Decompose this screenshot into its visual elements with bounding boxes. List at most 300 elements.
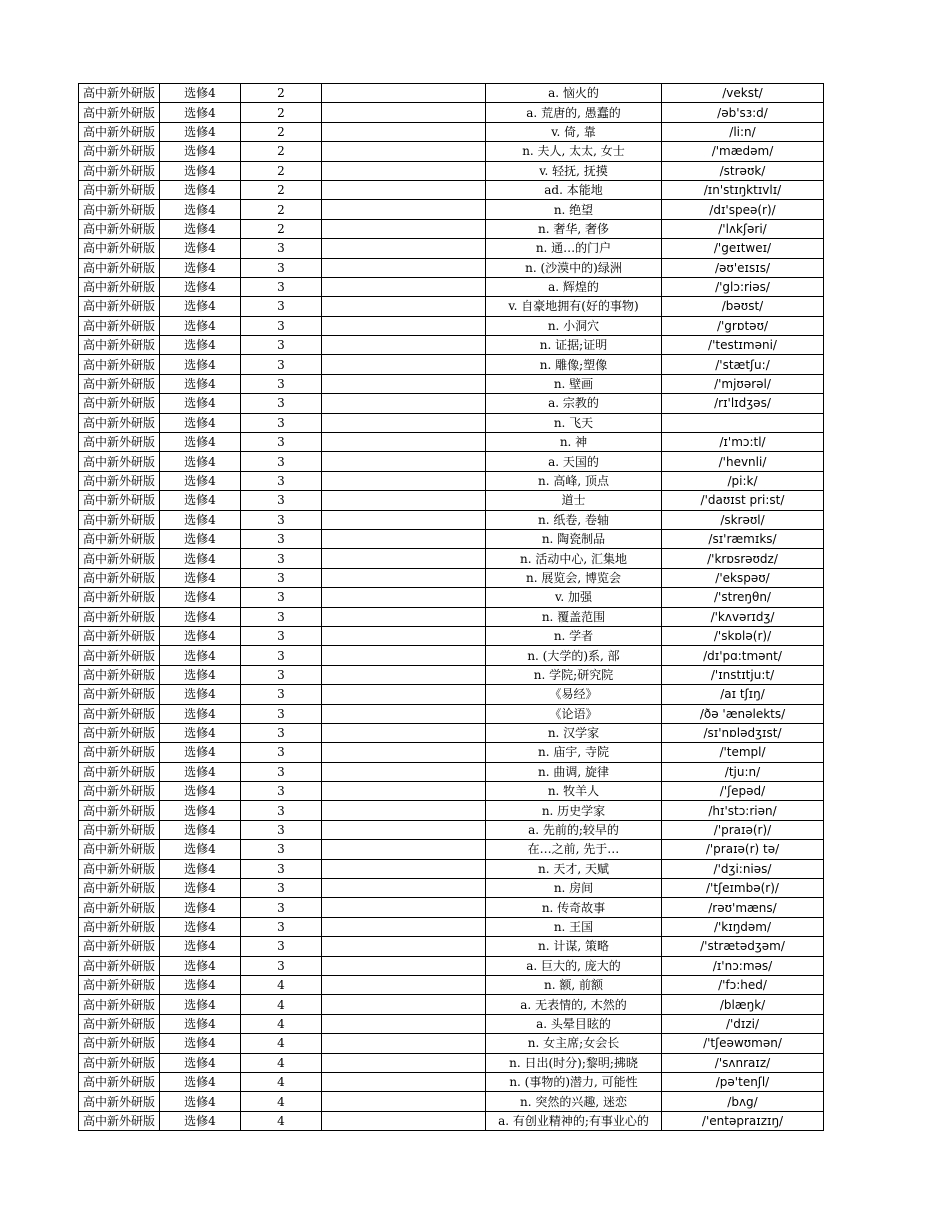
cell-word[interactable] bbox=[322, 103, 486, 122]
cell-meaning[interactable]: n. 绝望 bbox=[486, 200, 662, 219]
cell-textbook[interactable]: 高中新外研版 bbox=[79, 122, 160, 141]
cell-unit[interactable]: 3 bbox=[241, 336, 322, 355]
cell-unit[interactable]: 2 bbox=[241, 142, 322, 161]
cell-volume[interactable]: 选修4 bbox=[160, 1111, 241, 1130]
cell-volume[interactable]: 选修4 bbox=[160, 801, 241, 820]
cell-meaning[interactable]: ad. 本能地 bbox=[486, 180, 662, 199]
cell-volume[interactable]: 选修4 bbox=[160, 355, 241, 374]
cell-volume[interactable]: 选修4 bbox=[160, 103, 241, 122]
cell-meaning[interactable]: n. 女主席;女会长 bbox=[486, 1034, 662, 1053]
cell-textbook[interactable]: 高中新外研版 bbox=[79, 840, 160, 859]
cell-meaning[interactable]: n. 活动中心, 汇集地 bbox=[486, 549, 662, 568]
cell-volume[interactable]: 选修4 bbox=[160, 316, 241, 335]
cell-textbook[interactable]: 高中新外研版 bbox=[79, 879, 160, 898]
cell-textbook[interactable]: 高中新外研版 bbox=[79, 1034, 160, 1053]
cell-textbook[interactable]: 高中新外研版 bbox=[79, 239, 160, 258]
cell-volume[interactable]: 选修4 bbox=[160, 607, 241, 626]
cell-word[interactable] bbox=[322, 1053, 486, 1072]
cell-unit[interactable]: 3 bbox=[241, 917, 322, 936]
cell-phonetic[interactable]: /'kʌvərɪdʒ/ bbox=[662, 607, 824, 626]
cell-phonetic[interactable]: /'skɒlə(r)/ bbox=[662, 626, 824, 645]
cell-word[interactable] bbox=[322, 646, 486, 665]
cell-volume[interactable]: 选修4 bbox=[160, 1053, 241, 1072]
table-row[interactable] bbox=[79, 917, 824, 936]
cell-volume[interactable]: 选修4 bbox=[160, 956, 241, 975]
cell-phonetic[interactable]: /rəʊ'mæns/ bbox=[662, 898, 824, 917]
table-row[interactable] bbox=[79, 529, 824, 548]
cell-volume[interactable]: 选修4 bbox=[160, 646, 241, 665]
cell-meaning[interactable]: n. 牧羊人 bbox=[486, 782, 662, 801]
cell-phonetic[interactable]: /'sʌnraɪz/ bbox=[662, 1053, 824, 1072]
cell-unit[interactable]: 3 bbox=[241, 374, 322, 393]
cell-volume[interactable]: 选修4 bbox=[160, 685, 241, 704]
cell-unit[interactable]: 3 bbox=[241, 529, 322, 548]
cell-volume[interactable]: 选修4 bbox=[160, 452, 241, 471]
table-row[interactable] bbox=[79, 568, 824, 587]
cell-textbook[interactable]: 高中新外研版 bbox=[79, 180, 160, 199]
table-row[interactable] bbox=[79, 1072, 824, 1091]
cell-unit[interactable]: 3 bbox=[241, 239, 322, 258]
cell-phonetic[interactable]: /'tʃeəwʊmən/ bbox=[662, 1034, 824, 1053]
cell-unit[interactable]: 2 bbox=[241, 161, 322, 180]
table-row[interactable] bbox=[79, 161, 824, 180]
cell-meaning[interactable]: n. 汉学家 bbox=[486, 723, 662, 742]
table-row[interactable] bbox=[79, 762, 824, 781]
cell-word[interactable] bbox=[322, 568, 486, 587]
table-row[interactable] bbox=[79, 995, 824, 1014]
cell-meaning[interactable]: n. 曲调, 旋律 bbox=[486, 762, 662, 781]
cell-word[interactable] bbox=[322, 801, 486, 820]
cell-phonetic[interactable]: /'dʒi:niəs/ bbox=[662, 859, 824, 878]
cell-meaning[interactable]: a. 荒唐的, 愚蠢的 bbox=[486, 103, 662, 122]
table-row[interactable] bbox=[79, 336, 824, 355]
cell-unit[interactable]: 3 bbox=[241, 413, 322, 432]
table-row[interactable] bbox=[79, 142, 824, 161]
table-row[interactable] bbox=[79, 219, 824, 238]
cell-phonetic[interactable]: /'stætʃu:/ bbox=[662, 355, 824, 374]
table-row[interactable] bbox=[79, 316, 824, 335]
cell-word[interactable] bbox=[322, 374, 486, 393]
cell-unit[interactable]: 4 bbox=[241, 1014, 322, 1033]
cell-word[interactable] bbox=[322, 122, 486, 141]
cell-meaning[interactable]: n. 学院;研究院 bbox=[486, 665, 662, 684]
table-row[interactable] bbox=[79, 665, 824, 684]
cell-volume[interactable]: 选修4 bbox=[160, 1092, 241, 1111]
cell-word[interactable] bbox=[322, 219, 486, 238]
cell-volume[interactable]: 选修4 bbox=[160, 161, 241, 180]
cell-word[interactable] bbox=[322, 898, 486, 917]
cell-unit[interactable]: 2 bbox=[241, 219, 322, 238]
cell-meaning[interactable]: a. 先前的;较早的 bbox=[486, 820, 662, 839]
cell-meaning[interactable]: n. 纸卷, 卷轴 bbox=[486, 510, 662, 529]
cell-phonetic[interactable]: /'tʃeɪmbə(r)/ bbox=[662, 879, 824, 898]
cell-volume[interactable]: 选修4 bbox=[160, 122, 241, 141]
cell-unit[interactable]: 3 bbox=[241, 433, 322, 452]
cell-phonetic[interactable]: /'ekspəʊ/ bbox=[662, 568, 824, 587]
cell-textbook[interactable]: 高中新外研版 bbox=[79, 723, 160, 742]
cell-textbook[interactable]: 高中新外研版 bbox=[79, 820, 160, 839]
cell-phonetic[interactable] bbox=[662, 413, 824, 432]
cell-textbook[interactable]: 高中新外研版 bbox=[79, 646, 160, 665]
cell-volume[interactable]: 选修4 bbox=[160, 1072, 241, 1091]
cell-unit[interactable]: 4 bbox=[241, 975, 322, 994]
cell-meaning[interactable]: n. 庙宇, 寺院 bbox=[486, 743, 662, 762]
cell-volume[interactable]: 选修4 bbox=[160, 568, 241, 587]
cell-meaning[interactable]: n. 壁画 bbox=[486, 374, 662, 393]
cell-unit[interactable]: 3 bbox=[241, 782, 322, 801]
cell-unit[interactable]: 3 bbox=[241, 588, 322, 607]
cell-textbook[interactable]: 高中新外研版 bbox=[79, 336, 160, 355]
cell-unit[interactable]: 3 bbox=[241, 355, 322, 374]
cell-textbook[interactable]: 高中新外研版 bbox=[79, 1111, 160, 1130]
cell-word[interactable] bbox=[322, 1072, 486, 1091]
cell-phonetic[interactable]: /'ɪnstɪtju:t/ bbox=[662, 665, 824, 684]
cell-word[interactable] bbox=[322, 239, 486, 258]
cell-textbook[interactable]: 高中新外研版 bbox=[79, 258, 160, 277]
cell-phonetic[interactable]: /ðə 'ænəlekts/ bbox=[662, 704, 824, 723]
cell-textbook[interactable]: 高中新外研版 bbox=[79, 200, 160, 219]
cell-unit[interactable]: 3 bbox=[241, 820, 322, 839]
cell-phonetic[interactable]: /ɪ'nɔ:məs/ bbox=[662, 956, 824, 975]
cell-word[interactable] bbox=[322, 433, 486, 452]
cell-word[interactable] bbox=[322, 917, 486, 936]
cell-textbook[interactable]: 高中新外研版 bbox=[79, 782, 160, 801]
cell-meaning[interactable]: a. 辉煌的 bbox=[486, 277, 662, 296]
cell-phonetic[interactable]: /dɪ'speə(r)/ bbox=[662, 200, 824, 219]
cell-textbook[interactable]: 高中新外研版 bbox=[79, 917, 160, 936]
cell-meaning[interactable]: a. 天国的 bbox=[486, 452, 662, 471]
cell-unit[interactable]: 3 bbox=[241, 937, 322, 956]
cell-phonetic[interactable]: /'templ/ bbox=[662, 743, 824, 762]
cell-volume[interactable]: 选修4 bbox=[160, 879, 241, 898]
table-row[interactable] bbox=[79, 782, 824, 801]
table-row[interactable] bbox=[79, 646, 824, 665]
cell-unit[interactable]: 3 bbox=[241, 549, 322, 568]
table-row[interactable] bbox=[79, 859, 824, 878]
cell-textbook[interactable]: 高中新外研版 bbox=[79, 1014, 160, 1033]
cell-word[interactable] bbox=[322, 859, 486, 878]
cell-phonetic[interactable]: /'testɪməni/ bbox=[662, 336, 824, 355]
table-row[interactable] bbox=[79, 258, 824, 277]
cell-word[interactable] bbox=[322, 1111, 486, 1130]
cell-textbook[interactable]: 高中新外研版 bbox=[79, 743, 160, 762]
cell-meaning[interactable]: n. 小洞穴 bbox=[486, 316, 662, 335]
table-row[interactable] bbox=[79, 1034, 824, 1053]
cell-unit[interactable]: 3 bbox=[241, 801, 322, 820]
cell-volume[interactable]: 选修4 bbox=[160, 665, 241, 684]
cell-word[interactable] bbox=[322, 258, 486, 277]
cell-textbook[interactable]: 高中新外研版 bbox=[79, 762, 160, 781]
cell-volume[interactable]: 选修4 bbox=[160, 704, 241, 723]
table-row[interactable] bbox=[79, 898, 824, 917]
cell-textbook[interactable]: 高中新外研版 bbox=[79, 103, 160, 122]
cell-phonetic[interactable]: /'ʃepəd/ bbox=[662, 782, 824, 801]
cell-textbook[interactable]: 高中新外研版 bbox=[79, 316, 160, 335]
cell-unit[interactable]: 3 bbox=[241, 859, 322, 878]
table-row[interactable] bbox=[79, 297, 824, 316]
cell-word[interactable] bbox=[322, 471, 486, 490]
cell-textbook[interactable]: 高中新外研版 bbox=[79, 374, 160, 393]
cell-word[interactable] bbox=[322, 956, 486, 975]
cell-word[interactable] bbox=[322, 529, 486, 548]
cell-textbook[interactable]: 高中新外研版 bbox=[79, 995, 160, 1014]
cell-textbook[interactable]: 高中新外研版 bbox=[79, 665, 160, 684]
cell-phonetic[interactable]: /aɪ tʃɪŋ/ bbox=[662, 685, 824, 704]
cell-word[interactable] bbox=[322, 840, 486, 859]
cell-phonetic[interactable]: /hɪ'stɔ:riən/ bbox=[662, 801, 824, 820]
cell-textbook[interactable]: 高中新外研版 bbox=[79, 355, 160, 374]
cell-meaning[interactable]: n. 日出(时分);黎明;拂晓 bbox=[486, 1053, 662, 1072]
cell-meaning[interactable]: a. 恼火的 bbox=[486, 84, 662, 103]
cell-textbook[interactable]: 高中新外研版 bbox=[79, 801, 160, 820]
cell-textbook[interactable]: 高中新外研版 bbox=[79, 549, 160, 568]
table-row[interactable] bbox=[79, 975, 824, 994]
cell-phonetic[interactable]: /bəʊst/ bbox=[662, 297, 824, 316]
cell-meaning[interactable]: n. 陶瓷制品 bbox=[486, 529, 662, 548]
cell-meaning[interactable]: a. 有创业精神的;有事业心的 bbox=[486, 1111, 662, 1130]
cell-word[interactable] bbox=[322, 277, 486, 296]
cell-meaning[interactable]: a. 头晕目眩的 bbox=[486, 1014, 662, 1033]
cell-volume[interactable]: 选修4 bbox=[160, 782, 241, 801]
cell-textbook[interactable]: 高中新外研版 bbox=[79, 142, 160, 161]
cell-phonetic[interactable]: /'glɔ:riəs/ bbox=[662, 277, 824, 296]
cell-textbook[interactable]: 高中新外研版 bbox=[79, 859, 160, 878]
table-row[interactable] bbox=[79, 626, 824, 645]
cell-unit[interactable]: 3 bbox=[241, 626, 322, 645]
cell-phonetic[interactable]: /li:n/ bbox=[662, 122, 824, 141]
cell-unit[interactable]: 4 bbox=[241, 995, 322, 1014]
cell-word[interactable] bbox=[322, 84, 486, 103]
cell-unit[interactable]: 3 bbox=[241, 898, 322, 917]
cell-volume[interactable]: 选修4 bbox=[160, 258, 241, 277]
cell-unit[interactable]: 2 bbox=[241, 122, 322, 141]
cell-unit[interactable]: 4 bbox=[241, 1053, 322, 1072]
cell-meaning[interactable]: 《易经》 bbox=[486, 685, 662, 704]
table-row[interactable] bbox=[79, 1092, 824, 1111]
cell-phonetic[interactable]: /'grɒtəʊ/ bbox=[662, 316, 824, 335]
cell-textbook[interactable]: 高中新外研版 bbox=[79, 277, 160, 296]
cell-volume[interactable]: 选修4 bbox=[160, 491, 241, 510]
cell-volume[interactable]: 选修4 bbox=[160, 743, 241, 762]
cell-unit[interactable]: 3 bbox=[241, 510, 322, 529]
cell-unit[interactable]: 3 bbox=[241, 568, 322, 587]
table-row[interactable] bbox=[79, 355, 824, 374]
cell-word[interactable] bbox=[322, 588, 486, 607]
table-row[interactable] bbox=[79, 239, 824, 258]
cell-meaning[interactable]: n. 学者 bbox=[486, 626, 662, 645]
cell-meaning[interactable]: n. 房间 bbox=[486, 879, 662, 898]
cell-textbook[interactable]: 高中新外研版 bbox=[79, 898, 160, 917]
cell-meaning[interactable]: n. 神 bbox=[486, 433, 662, 452]
cell-unit[interactable]: 3 bbox=[241, 723, 322, 742]
table-row[interactable] bbox=[79, 433, 824, 452]
cell-volume[interactable]: 选修4 bbox=[160, 277, 241, 296]
table-row[interactable] bbox=[79, 549, 824, 568]
cell-word[interactable] bbox=[322, 336, 486, 355]
cell-unit[interactable]: 3 bbox=[241, 452, 322, 471]
cell-word[interactable] bbox=[322, 665, 486, 684]
cell-volume[interactable]: 选修4 bbox=[160, 336, 241, 355]
cell-phonetic[interactable]: /bʌg/ bbox=[662, 1092, 824, 1111]
cell-volume[interactable]: 选修4 bbox=[160, 898, 241, 917]
cell-volume[interactable]: 选修4 bbox=[160, 374, 241, 393]
cell-meaning[interactable]: n. 计谋, 策略 bbox=[486, 937, 662, 956]
cell-textbook[interactable]: 高中新外研版 bbox=[79, 84, 160, 103]
table-row[interactable] bbox=[79, 510, 824, 529]
cell-unit[interactable]: 4 bbox=[241, 1072, 322, 1091]
cell-volume[interactable]: 选修4 bbox=[160, 1034, 241, 1053]
cell-meaning[interactable]: n. 高峰, 顶点 bbox=[486, 471, 662, 490]
cell-unit[interactable]: 2 bbox=[241, 84, 322, 103]
cell-phonetic[interactable]: /'praɪə(r) tə/ bbox=[662, 840, 824, 859]
cell-volume[interactable]: 选修4 bbox=[160, 200, 241, 219]
table-row[interactable] bbox=[79, 820, 824, 839]
cell-volume[interactable]: 选修4 bbox=[160, 549, 241, 568]
cell-volume[interactable]: 选修4 bbox=[160, 180, 241, 199]
table-row[interactable] bbox=[79, 471, 824, 490]
cell-phonetic[interactable]: /əʊ'eɪsɪs/ bbox=[662, 258, 824, 277]
cell-unit[interactable]: 3 bbox=[241, 491, 322, 510]
cell-volume[interactable]: 选修4 bbox=[160, 975, 241, 994]
cell-phonetic[interactable]: /'fɔ:hed/ bbox=[662, 975, 824, 994]
cell-volume[interactable]: 选修4 bbox=[160, 433, 241, 452]
cell-word[interactable] bbox=[322, 549, 486, 568]
cell-unit[interactable]: 2 bbox=[241, 103, 322, 122]
cell-word[interactable] bbox=[322, 1092, 486, 1111]
cell-word[interactable] bbox=[322, 180, 486, 199]
cell-phonetic[interactable]: /'streŋθn/ bbox=[662, 588, 824, 607]
cell-meaning[interactable]: n. 雕像;塑像 bbox=[486, 355, 662, 374]
cell-phonetic[interactable]: /ɪ'mɔ:tl/ bbox=[662, 433, 824, 452]
cell-phonetic[interactable]: /vekst/ bbox=[662, 84, 824, 103]
cell-textbook[interactable]: 高中新外研版 bbox=[79, 510, 160, 529]
cell-textbook[interactable]: 高中新外研版 bbox=[79, 219, 160, 238]
cell-textbook[interactable]: 高中新外研版 bbox=[79, 491, 160, 510]
table-row[interactable] bbox=[79, 277, 824, 296]
table-row[interactable] bbox=[79, 1053, 824, 1072]
cell-meaning[interactable]: v. 轻抚, 抚摸 bbox=[486, 161, 662, 180]
cell-volume[interactable]: 选修4 bbox=[160, 510, 241, 529]
cell-word[interactable] bbox=[322, 879, 486, 898]
table-row[interactable] bbox=[79, 122, 824, 141]
cell-phonetic[interactable]: /əb'sɜ:d/ bbox=[662, 103, 824, 122]
cell-word[interactable] bbox=[322, 820, 486, 839]
cell-phonetic[interactable]: /strəʊk/ bbox=[662, 161, 824, 180]
cell-unit[interactable]: 3 bbox=[241, 297, 322, 316]
cell-unit[interactable]: 3 bbox=[241, 471, 322, 490]
cell-meaning[interactable]: v. 自豪地拥有(好的事物) bbox=[486, 297, 662, 316]
cell-phonetic[interactable]: /sɪ'nɒlədʒɪst/ bbox=[662, 723, 824, 742]
cell-phonetic[interactable]: /'dɪzi/ bbox=[662, 1014, 824, 1033]
cell-textbook[interactable]: 高中新外研版 bbox=[79, 685, 160, 704]
cell-meaning[interactable]: 在…之前, 先于… bbox=[486, 840, 662, 859]
cell-word[interactable] bbox=[322, 161, 486, 180]
cell-meaning[interactable]: n. 天才, 天赋 bbox=[486, 859, 662, 878]
cell-meaning[interactable]: a. 巨大的, 庞大的 bbox=[486, 956, 662, 975]
cell-word[interactable] bbox=[322, 510, 486, 529]
table-row[interactable] bbox=[79, 452, 824, 471]
cell-word[interactable] bbox=[322, 762, 486, 781]
cell-meaning[interactable]: v. 加强 bbox=[486, 588, 662, 607]
cell-word[interactable] bbox=[322, 743, 486, 762]
cell-textbook[interactable]: 高中新外研版 bbox=[79, 452, 160, 471]
cell-word[interactable] bbox=[322, 704, 486, 723]
cell-word[interactable] bbox=[322, 782, 486, 801]
cell-meaning[interactable]: n. 王国 bbox=[486, 917, 662, 936]
cell-textbook[interactable]: 高中新外研版 bbox=[79, 394, 160, 413]
cell-volume[interactable]: 选修4 bbox=[160, 529, 241, 548]
cell-textbook[interactable]: 高中新外研版 bbox=[79, 626, 160, 645]
table-row[interactable] bbox=[79, 394, 824, 413]
cell-phonetic[interactable]: /'lʌkʃəri/ bbox=[662, 219, 824, 238]
table-row[interactable] bbox=[79, 84, 824, 103]
cell-textbook[interactable]: 高中新外研版 bbox=[79, 413, 160, 432]
cell-textbook[interactable]: 高中新外研版 bbox=[79, 956, 160, 975]
cell-textbook[interactable]: 高中新外研版 bbox=[79, 529, 160, 548]
cell-word[interactable] bbox=[322, 491, 486, 510]
table-row[interactable] bbox=[79, 1111, 824, 1130]
cell-phonetic[interactable]: /skrəʊl/ bbox=[662, 510, 824, 529]
cell-phonetic[interactable]: /'strætədʒəm/ bbox=[662, 937, 824, 956]
table-row[interactable] bbox=[79, 937, 824, 956]
cell-volume[interactable]: 选修4 bbox=[160, 219, 241, 238]
cell-meaning[interactable]: 《论语》 bbox=[486, 704, 662, 723]
cell-unit[interactable]: 3 bbox=[241, 277, 322, 296]
cell-volume[interactable]: 选修4 bbox=[160, 937, 241, 956]
cell-unit[interactable]: 4 bbox=[241, 1034, 322, 1053]
table-row[interactable] bbox=[79, 743, 824, 762]
cell-textbook[interactable]: 高中新外研版 bbox=[79, 704, 160, 723]
cell-volume[interactable]: 选修4 bbox=[160, 394, 241, 413]
cell-textbook[interactable]: 高中新外研版 bbox=[79, 297, 160, 316]
cell-volume[interactable]: 选修4 bbox=[160, 820, 241, 839]
cell-volume[interactable]: 选修4 bbox=[160, 297, 241, 316]
cell-meaning[interactable]: n. 飞天 bbox=[486, 413, 662, 432]
cell-unit[interactable]: 4 bbox=[241, 1111, 322, 1130]
table-row[interactable] bbox=[79, 1014, 824, 1033]
table-row[interactable] bbox=[79, 180, 824, 199]
cell-unit[interactable]: 3 bbox=[241, 840, 322, 859]
table-row[interactable] bbox=[79, 200, 824, 219]
cell-word[interactable] bbox=[322, 1014, 486, 1033]
cell-volume[interactable]: 选修4 bbox=[160, 917, 241, 936]
cell-phonetic[interactable]: /'daʊɪst pri:st/ bbox=[662, 491, 824, 510]
cell-word[interactable] bbox=[322, 142, 486, 161]
cell-meaning[interactable]: n. 奢华, 奢侈 bbox=[486, 219, 662, 238]
cell-unit[interactable]: 2 bbox=[241, 180, 322, 199]
table-row[interactable] bbox=[79, 840, 824, 859]
cell-phonetic[interactable]: /'mjʊərəl/ bbox=[662, 374, 824, 393]
cell-unit[interactable]: 3 bbox=[241, 879, 322, 898]
cell-unit[interactable]: 3 bbox=[241, 665, 322, 684]
cell-textbook[interactable]: 高中新外研版 bbox=[79, 937, 160, 956]
cell-meaning[interactable]: n. 夫人, 太太, 女士 bbox=[486, 142, 662, 161]
table-row[interactable] bbox=[79, 879, 824, 898]
cell-phonetic[interactable]: /blæŋk/ bbox=[662, 995, 824, 1014]
cell-phonetic[interactable]: /ɪn'stɪŋktɪvlɪ/ bbox=[662, 180, 824, 199]
cell-phonetic[interactable]: /'geɪtweɪ/ bbox=[662, 239, 824, 258]
cell-phonetic[interactable]: /rɪ'lɪdʒəs/ bbox=[662, 394, 824, 413]
table-row[interactable] bbox=[79, 103, 824, 122]
table-row[interactable] bbox=[79, 413, 824, 432]
cell-word[interactable] bbox=[322, 607, 486, 626]
cell-phonetic[interactable]: /dɪ'pɑ:tmənt/ bbox=[662, 646, 824, 665]
cell-volume[interactable]: 选修4 bbox=[160, 840, 241, 859]
cell-unit[interactable]: 3 bbox=[241, 607, 322, 626]
table-row[interactable] bbox=[79, 704, 824, 723]
table-row[interactable] bbox=[79, 956, 824, 975]
cell-phonetic[interactable]: /'hevnli/ bbox=[662, 452, 824, 471]
